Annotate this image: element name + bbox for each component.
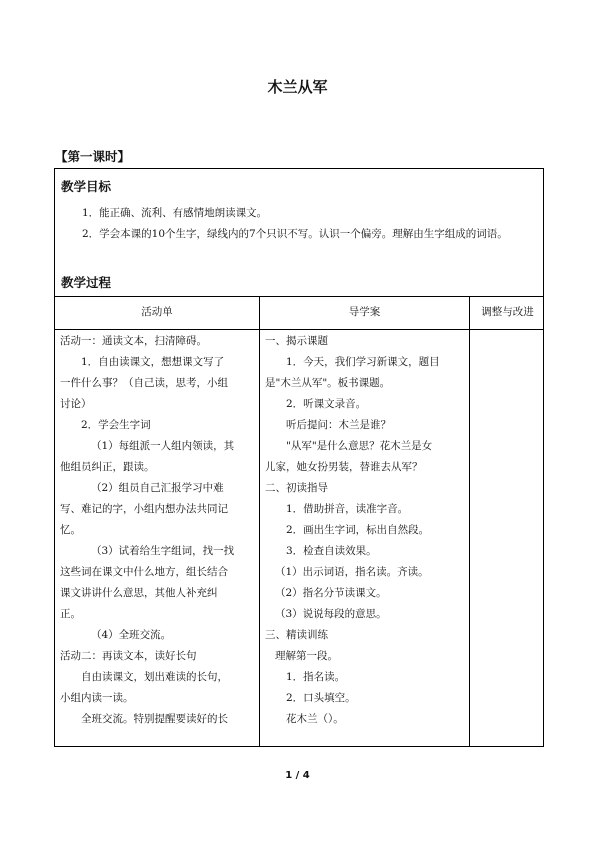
table-line: 1．指名读。 <box>286 671 346 683</box>
table-line: 自由读课文，划出难读的长句， <box>81 671 228 683</box>
table-line: 小组内读一读。 <box>60 692 134 704</box>
table-line: 课文讲讲什么意思，其他人补充纠 <box>60 587 218 599</box>
table-line: 这些词在课文中什么地方，组长结合 <box>60 566 228 578</box>
table-line: 2．画出生字词，标出自然段。 <box>286 524 430 536</box>
table-line: 1．自由读课文，想想课文写了 <box>81 356 225 368</box>
guide-column <box>265 331 467 730</box>
table-line: 3．检查自读效果。 <box>286 545 377 557</box>
table-line: "从军"是什么意思？花木兰是女 <box>286 440 433 452</box>
objectives-list <box>61 203 537 245</box>
table-line: 1．借助拼音，读准字音。 <box>286 503 409 515</box>
column-header-activity: 活动单 <box>141 306 173 318</box>
table-line: （1）出示词语，指名读。齐读。 <box>275 566 429 578</box>
table-line: （4）全班交流。 <box>91 629 172 641</box>
process-heading: 教学过程 <box>61 275 112 290</box>
table-line: 2．听课文录音。 <box>286 398 367 410</box>
document-title: 木兰从军 <box>267 78 328 96</box>
lesson-table <box>54 168 544 747</box>
objective-item: 1．能正确、流利、有感情地朗读课文。 <box>82 207 268 219</box>
table-line: 1．今天，我们学习新课文，题目 <box>286 356 440 368</box>
column-divider <box>469 296 470 746</box>
session-heading: 【第一课时】 <box>55 149 131 164</box>
table-line: （3）说说每段的意思。 <box>275 608 387 620</box>
table-line: （2）组员自己汇报学习中难 <box>91 482 224 494</box>
objectives-heading: 教学目标 <box>61 179 112 194</box>
table-line: （3）试着给生字组词，找一找 <box>91 545 235 557</box>
table-line: 他组员纠正，跟读。 <box>60 461 155 473</box>
column-divider <box>259 296 260 746</box>
table-line: 花木兰（）。 <box>286 713 344 725</box>
table-line: （2）指名分节读课文。 <box>275 587 387 599</box>
table-line: 儿家，她女扮男装，替谁去从军？ <box>265 461 423 473</box>
table-line: 一、揭示课题 <box>265 335 328 347</box>
column-header-guide: 导学案 <box>348 306 381 318</box>
table-line: 正。 <box>60 608 81 620</box>
table-line: 理解第一段。 <box>275 650 338 662</box>
table-line: 活动二：再读文本，读好长句 <box>60 650 197 662</box>
table-line: 讨论） <box>60 398 92 410</box>
activity-column <box>60 331 256 730</box>
table-line: （1）每组派一人组内领读，其 <box>91 440 235 452</box>
table-line: 2．口头填空。 <box>286 692 356 704</box>
table-line: 2．学会生字词 <box>81 419 151 431</box>
column-header-adjust: 调整与改进 <box>481 306 534 318</box>
table-line: 一件什么事？（自己读，思考，小组 <box>60 377 228 389</box>
objective-item: 2．学会本课的10个生字，绿线内的7个只识不写。认识一个偏旁。理解由生字组成的词语。 <box>82 228 508 240</box>
table-line: 二、初读指导 <box>265 482 328 494</box>
table-line: 全班交流。特别提醒要读好的长 <box>81 713 228 725</box>
table-line: 三、精读训练 <box>265 629 328 641</box>
table-line: 活动一：通读文本，扫清障碍。 <box>60 335 207 347</box>
table-line: 写、难记的字，小组内想办法共同记 <box>60 503 228 515</box>
table-line: 忆。 <box>60 524 81 536</box>
table-line: 听后提问：木兰是谁？ <box>286 419 391 431</box>
table-line: 是"木兰从军"。板书课题。 <box>265 377 391 389</box>
page-number: 1 / 4 <box>285 770 310 781</box>
